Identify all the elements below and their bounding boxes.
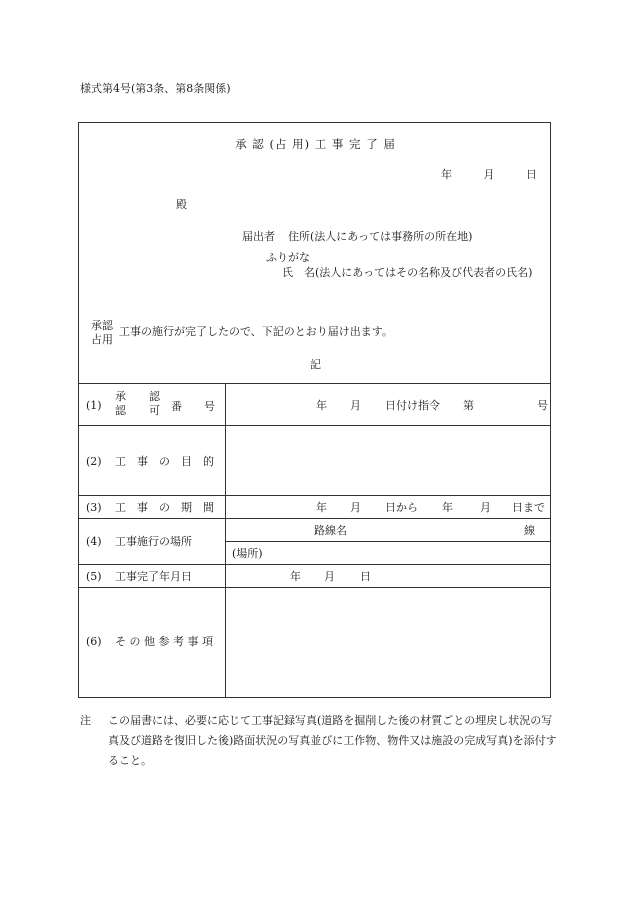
row-label-other-notes: そ の 他 参 考 事 項 [115,635,213,648]
row-divider [79,587,550,588]
until-label: 日まで [512,501,545,514]
applicant-label: 届出者 [242,230,275,243]
row-divider [79,495,550,496]
label-char: 可 [149,404,160,417]
row-divider [79,425,550,426]
route-name-label: 路線名 [314,524,347,537]
column-divider [225,383,226,697]
month-label: 月 [480,501,491,514]
row-label-permit-number [115,390,215,418]
address-label: 住所(法人にあっては事務所の所在地) [288,230,473,243]
route-suffix-label: 線 [524,524,535,537]
label-char: 認 [115,404,126,417]
form-number: 様式第4号(第3条、第8条関係) [80,82,231,95]
month-label: 月 [350,399,361,412]
day-label: 日 [526,168,537,181]
row-number: (3) [86,501,102,514]
row-label-period: 工 事 の 期 間 [115,501,214,514]
year-label: 年 [442,501,453,514]
label-char: 認 [149,390,160,403]
month-label: 月 [483,168,495,181]
name-label: 氏 名(法人にあってはその名称及び代表者の氏名) [282,266,533,279]
label-char: 承 [115,390,126,403]
row-label-purpose: 工 事 の 目 的 [115,455,214,468]
row-number: (2) [86,455,102,468]
year-label: 年 [290,570,301,583]
kind-options [91,319,117,347]
row-divider [79,518,550,519]
from-label: 日から [385,501,418,514]
footnote [80,711,560,771]
row-number: (6) [86,635,102,648]
note-mark: 注 [80,714,91,727]
date-directive-label: 日付け指令 [385,399,440,412]
dai-label: 第 [463,399,474,412]
row-number: (5) [86,570,102,583]
notice-text: 工事の施行が完了したので、下記のとおり届け出ます。 [119,325,393,338]
row-sub-divider [225,541,550,542]
go-label: 号 [537,399,548,412]
note-body: この届書には、必要に応じて工事記録写真(道路を掘削した後の材質ごとの埋戻し状況の写真及び道路を復旧した後)路面状況の写真並びに工作物、物件又は施設の完成写真)を添付すること。 [108,714,557,767]
month-label: 月 [324,570,335,583]
row-label-completion-date: 工事完了年月日 [115,570,192,583]
form-title: 承 認 (占 用) 工 事 完 了 届 [235,137,396,151]
row-label-location: 工事施行の場所 [115,535,192,548]
notification-form [78,122,551,698]
year-label: 年 [316,501,327,514]
label-suffix: 番 号 [171,400,215,413]
submission-date [441,169,537,180]
addressee-suffix: 殿 [176,198,187,211]
year-label: 年 [441,168,452,181]
day-label: 日 [360,570,371,583]
kind-option-approval: 承認 [91,319,113,332]
row-number: (4) [86,535,102,548]
month-label: 月 [350,501,361,514]
year-label: 年 [316,399,327,412]
furigana-label: ふりがな [266,251,310,264]
table-top-border [79,383,550,384]
place-label: (場所) [232,547,263,560]
row-divider [79,564,550,565]
kind-option-occupancy: 占用 [91,333,113,346]
ki-label: 記 [310,358,321,371]
row-number: (1) [86,399,102,412]
